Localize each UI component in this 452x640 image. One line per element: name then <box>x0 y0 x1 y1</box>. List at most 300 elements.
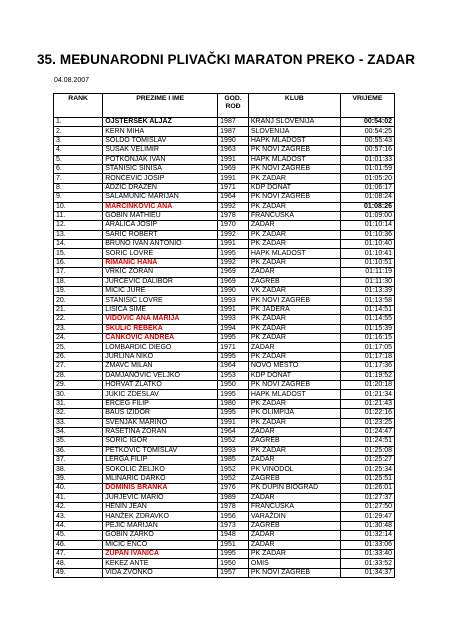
cell-name: ŽMAVC MILAN <box>103 362 218 371</box>
cell-club: PK ZADAR <box>248 315 340 324</box>
cell-year: 1991 <box>218 240 249 249</box>
header-time: VRIJEME <box>340 94 394 118</box>
table-row <box>54 268 395 277</box>
cell-year: 1980 <box>218 399 249 408</box>
cell-year: 1990 <box>218 287 249 296</box>
cell-year: 1971 <box>218 183 249 192</box>
cell-name: JUKIĆ ZDESLAV <box>103 390 218 399</box>
cell-year: 1952 <box>218 474 249 483</box>
table-row <box>54 474 395 483</box>
cell-club: PK ZADAR <box>248 230 340 239</box>
cell-year: 1992 <box>218 258 249 267</box>
cell-name: KERN MIHA <box>103 127 218 136</box>
cell-name: DAMJANOVIĆ VELJKO <box>103 371 218 380</box>
cell-rank: 42. <box>54 503 103 512</box>
cell-club: PK DUPIN BIOGRAD <box>248 484 340 493</box>
cell-year: 1964 <box>218 427 249 436</box>
cell-rank: 23. <box>54 324 103 333</box>
table-row <box>54 127 395 136</box>
cell-time: 00:55:43 <box>340 136 394 145</box>
cell-name: HENIN JEAN <box>103 503 218 512</box>
cell-year: 1950 <box>218 559 249 568</box>
cell-club: ZAGREB <box>248 474 340 483</box>
cell-name: BRUNO IVAN ANTONIO <box>103 240 218 249</box>
cell-name: VIDOVIĆ ANA MARIJA <box>103 315 218 324</box>
cell-club: PK JADERA <box>248 305 340 314</box>
table-row <box>54 146 395 155</box>
cell-name: RAŠETINA ZORAN <box>103 427 218 436</box>
cell-time: 01:11:19 <box>340 268 394 277</box>
cell-name: ADŽIĆ DRAŽEN <box>103 183 218 192</box>
header-name: PREZIME I IME <box>103 94 218 118</box>
table-row <box>54 287 395 296</box>
cell-club: PK NOVI ZAGREB <box>248 568 340 577</box>
cell-name: SORIĆ IGOR <box>103 437 218 446</box>
cell-rank: 36. <box>54 446 103 455</box>
cell-time: 01:19:52 <box>340 371 394 380</box>
cell-club: HAPK MLADOST <box>248 155 340 164</box>
cell-name: ŠVENJAK MARINO <box>103 418 218 427</box>
cell-time: 00:54:25 <box>340 127 394 136</box>
cell-club: PK ZADAR <box>248 352 340 361</box>
cell-name: PEJIĆ MARIJAN <box>103 521 218 530</box>
cell-time: 00:57:16 <box>340 146 394 155</box>
table-row <box>54 193 395 202</box>
cell-time: 01:32:14 <box>340 531 394 540</box>
cell-name: ERCEG FILIP <box>103 399 218 408</box>
table-row <box>54 164 395 173</box>
cell-year: 1978 <box>218 211 249 220</box>
cell-time: 01:01:59 <box>340 164 394 173</box>
cell-club: PK ZADAR <box>248 549 340 558</box>
cell-name: LISICA ŠIME <box>103 305 218 314</box>
page-title: 35. MEĐUNARODNI PLIVAČKI MARATON PREKO - ZADAR <box>36 52 416 67</box>
cell-year: 1950 <box>218 380 249 389</box>
cell-name: GOBIN MATHIEU <box>103 211 218 220</box>
cell-rank: 45. <box>54 531 103 540</box>
cell-name: RONČEVIĆ JOSIP <box>103 174 218 183</box>
cell-name: MIČIĆ ENCO <box>103 540 218 549</box>
table-row <box>54 324 395 333</box>
cell-year: 1973 <box>218 521 249 530</box>
cell-year: 1969 <box>218 277 249 286</box>
cell-time: 01:08:24 <box>340 193 394 202</box>
table-row <box>54 418 395 427</box>
table-row <box>54 118 395 127</box>
cell-year: 1993 <box>218 296 249 305</box>
cell-rank: 30. <box>54 390 103 399</box>
cell-rank: 28. <box>54 371 103 380</box>
cell-rank: 12. <box>54 221 103 230</box>
table-row <box>54 305 395 314</box>
cell-time: 01:16:15 <box>340 333 394 342</box>
cell-time: 01:17:36 <box>340 362 394 371</box>
cell-rank: 13. <box>54 230 103 239</box>
cell-rank: 3. <box>54 136 103 145</box>
cell-time: 01:25:34 <box>340 465 394 474</box>
cell-year: 1948 <box>218 531 249 540</box>
cell-year: 1992 <box>218 230 249 239</box>
cell-rank: 16. <box>54 258 103 267</box>
cell-time: 01:06:17 <box>340 183 394 192</box>
table-row <box>54 521 395 530</box>
cell-rank: 2. <box>54 127 103 136</box>
cell-rank: 11. <box>54 211 103 220</box>
cell-name: LOMBARDIĆ DIEGO <box>103 343 218 352</box>
cell-club: ZAGREB <box>248 277 340 286</box>
table-row <box>54 399 395 408</box>
cell-time: 01:25:51 <box>340 474 394 483</box>
cell-club: VARAŽDIN <box>248 512 340 521</box>
cell-club: PK ZADAR <box>248 446 340 455</box>
table-row <box>54 484 395 493</box>
cell-club: PK ZADAR <box>248 174 340 183</box>
cell-time: 01:15:39 <box>340 324 394 333</box>
cell-rank: 40. <box>54 484 103 493</box>
table-row <box>54 559 395 568</box>
cell-time: 01:25:08 <box>340 446 394 455</box>
cell-club: HAPK MLADOST <box>248 390 340 399</box>
cell-time: 01:24:47 <box>340 427 394 436</box>
table-row <box>54 371 395 380</box>
cell-time: 01:11:30 <box>340 277 394 286</box>
cell-time: 01:25:27 <box>340 456 394 465</box>
cell-year: 1952 <box>218 437 249 446</box>
cell-rank: 22. <box>54 315 103 324</box>
cell-time: 01:33:06 <box>340 540 394 549</box>
cell-rank: 4. <box>54 146 103 155</box>
cell-club: HAPK MLADOST <box>248 136 340 145</box>
cell-rank: 17. <box>54 268 103 277</box>
cell-club: FRANCUSKA <box>248 503 340 512</box>
cell-club: ZAGREB <box>248 521 340 530</box>
cell-name: POTKONJAK IVAN <box>103 155 218 164</box>
cell-year: 1991 <box>218 155 249 164</box>
cell-rank: 48. <box>54 559 103 568</box>
cell-year: 1991 <box>218 418 249 427</box>
cell-name: OJSTERŠEK ALJAŽ <box>103 118 218 127</box>
cell-name: ŠUŠAK VELIMIR <box>103 146 218 155</box>
table-row <box>54 230 395 239</box>
cell-rank: 41. <box>54 493 103 502</box>
cell-rank: 29. <box>54 380 103 389</box>
table-row <box>54 493 395 502</box>
cell-time: 01:26:01 <box>340 484 394 493</box>
cell-name: JURČEVIĆ DALIBOR <box>103 277 218 286</box>
cell-year: 1991 <box>218 305 249 314</box>
cell-year: 1964 <box>218 362 249 371</box>
table-row <box>54 240 395 249</box>
cell-rank: 18. <box>54 277 103 286</box>
table-row <box>54 540 395 549</box>
cell-year: 1970 <box>218 221 249 230</box>
table-row <box>54 202 395 211</box>
cell-time: 01:33:40 <box>340 549 394 558</box>
cell-name: MLINARIĆ DARKO <box>103 474 218 483</box>
cell-rank: 14. <box>54 240 103 249</box>
cell-year: 1969 <box>218 268 249 277</box>
cell-time: 01:20:18 <box>340 380 394 389</box>
cell-rank: 27. <box>54 362 103 371</box>
cell-year: 1993 <box>218 315 249 324</box>
cell-name: STANIŠIĆ LOVRE <box>103 296 218 305</box>
cell-time: 01:05:20 <box>340 174 394 183</box>
cell-club: KRANJ SLOVENIJA <box>248 118 340 127</box>
cell-club: FRANCUSKA <box>248 211 340 220</box>
table-row <box>54 568 395 577</box>
cell-club: KDP DONAT <box>248 183 340 192</box>
table-row <box>54 503 395 512</box>
cell-time: 01:13:58 <box>340 296 394 305</box>
cell-club: ZADAR <box>248 540 340 549</box>
table-row <box>54 446 395 455</box>
cell-rank: 19. <box>54 287 103 296</box>
cell-year: 1952 <box>218 465 249 474</box>
cell-rank: 43. <box>54 512 103 521</box>
cell-year: 1971 <box>218 343 249 352</box>
cell-year: 1976 <box>218 484 249 493</box>
cell-club: ZADAR <box>248 456 340 465</box>
cell-year: 1995 <box>218 390 249 399</box>
cell-time: 01:34:37 <box>340 568 394 577</box>
table-row <box>54 333 395 342</box>
cell-year: 1969 <box>218 164 249 173</box>
cell-name: VRKIĆ ZORAN <box>103 268 218 277</box>
cell-rank: 44. <box>54 521 103 530</box>
cell-time: 01:33:52 <box>340 559 394 568</box>
cell-name: ARALICA JOSIP <box>103 221 218 230</box>
table-row <box>54 343 395 352</box>
header-year: GOD. ROĐ <box>218 94 249 118</box>
cell-year: 1995 <box>218 249 249 258</box>
cell-year: 1956 <box>218 512 249 521</box>
cell-club: PK ZADAR <box>248 240 340 249</box>
cell-club: KDP DONAT <box>248 371 340 380</box>
table-row <box>54 409 395 418</box>
cell-time: 01:30:48 <box>340 521 394 530</box>
cell-year: 1953 <box>218 371 249 380</box>
cell-rank: 20. <box>54 296 103 305</box>
table-row <box>54 390 395 399</box>
results-body <box>54 118 395 578</box>
cell-club: PK ZADAR <box>248 258 340 267</box>
cell-year: 1994 <box>218 324 249 333</box>
header-rank: RANK <box>54 94 103 118</box>
cell-year: 1987 <box>218 118 249 127</box>
table-row <box>54 456 395 465</box>
cell-club: PK ZADAR <box>248 202 340 211</box>
cell-year: 1964 <box>218 193 249 202</box>
cell-year: 1989 <box>218 493 249 502</box>
cell-time: 00:54:02 <box>340 118 394 127</box>
cell-name: ŠOLDO TOMISLAV <box>103 136 218 145</box>
table-row <box>54 512 395 521</box>
cell-time: 01:10:36 <box>340 230 394 239</box>
cell-rank: 39. <box>54 474 103 483</box>
cell-club: PK NOVI ZAGREB <box>248 193 340 202</box>
cell-time: 01:13:39 <box>340 287 394 296</box>
cell-time: 01:21:43 <box>340 399 394 408</box>
cell-club: ZADAR <box>248 268 340 277</box>
table-row <box>54 315 395 324</box>
cell-club: PK ZADAR <box>248 399 340 408</box>
cell-club: ZADAR <box>248 221 340 230</box>
cell-club: PK ZADAR <box>248 418 340 427</box>
cell-year: 1987 <box>218 127 249 136</box>
cell-name: JURJEVIĆ MARIO <box>103 493 218 502</box>
cell-rank: 33. <box>54 418 103 427</box>
cell-time: 01:10:51 <box>340 258 394 267</box>
cell-name: SORIĆ LOVRE <box>103 249 218 258</box>
cell-club: ZADAR <box>248 343 340 352</box>
cell-rank: 9. <box>54 193 103 202</box>
cell-time: 01:01:33 <box>340 155 394 164</box>
cell-time: 01:10:14 <box>340 221 394 230</box>
cell-time: 01:23:25 <box>340 418 394 427</box>
cell-rank: 35. <box>54 437 103 446</box>
cell-year: 1995 <box>218 352 249 361</box>
cell-rank: 15. <box>54 249 103 258</box>
cell-name: PETKOVIĆ TOMISLAV <box>103 446 218 455</box>
cell-rank: 5. <box>54 155 103 164</box>
cell-time: 01:10:41 <box>340 249 394 258</box>
cell-name: HANŽEK ZDRAVKO <box>103 512 218 521</box>
cell-club: NOVO MESTO <box>248 362 340 371</box>
cell-club: PK ZADAR <box>248 333 340 342</box>
cell-time: 01:14:51 <box>340 305 394 314</box>
cell-club: ZADAR <box>248 427 340 436</box>
table-row <box>54 155 395 164</box>
cell-time: 01:08:26 <box>340 202 394 211</box>
cell-name: ČANKOVIĆ ANDREA <box>103 333 218 342</box>
cell-time: 01:10:40 <box>340 240 394 249</box>
cell-rank: 7. <box>54 174 103 183</box>
table-row <box>54 174 395 183</box>
event-date: 04.08.2007 <box>54 77 90 84</box>
table-header-row <box>54 94 395 118</box>
cell-name: ŠARIĆ ROBERT <box>103 230 218 239</box>
cell-rank: 10. <box>54 202 103 211</box>
table-row <box>54 183 395 192</box>
cell-year: 1993 <box>218 446 249 455</box>
results-table <box>53 93 395 578</box>
header-club: KLUB <box>248 94 340 118</box>
cell-name: DOMINIS BRANKA <box>103 484 218 493</box>
cell-rank: 24. <box>54 333 103 342</box>
cell-year: 1990 <box>218 136 249 145</box>
cell-club: PK NOVI ZAGREB <box>248 296 340 305</box>
cell-name: HORVAT ZLATKO <box>103 380 218 389</box>
cell-rank: 26. <box>54 352 103 361</box>
cell-rank: 6. <box>54 164 103 173</box>
cell-rank: 1. <box>54 118 103 127</box>
table-row <box>54 380 395 389</box>
cell-year: 1995 <box>218 549 249 558</box>
cell-name: LERGA FILIP <box>103 456 218 465</box>
table-row <box>54 221 395 230</box>
cell-club: PK OLIMPIJA <box>248 409 340 418</box>
cell-rank: 49. <box>54 568 103 577</box>
table-row <box>54 549 395 558</box>
cell-time: 01:29:47 <box>340 512 394 521</box>
cell-time: 01:21:34 <box>340 390 394 399</box>
cell-year: 1963 <box>218 146 249 155</box>
cell-year: 1995 <box>218 333 249 342</box>
cell-rank: 32. <box>54 409 103 418</box>
cell-name: KEKEZ ANTE <box>103 559 218 568</box>
table-row <box>54 136 395 145</box>
table-row <box>54 258 395 267</box>
cell-rank: 25. <box>54 343 103 352</box>
cell-name: JURLINA NIKO <box>103 352 218 361</box>
cell-name: BAUS IZIDOR <box>103 409 218 418</box>
cell-rank: 34. <box>54 427 103 436</box>
cell-club: PK VINODOL <box>248 465 340 474</box>
cell-club: PK NOVI ZAGREB <box>248 164 340 173</box>
cell-club: ZADAR <box>248 531 340 540</box>
cell-club: ZADAR <box>248 493 340 502</box>
cell-name: SOKOLIĆ ŽELJKO <box>103 465 218 474</box>
cell-year: 1995 <box>218 409 249 418</box>
cell-club: HAPK MLADOST <box>248 249 340 258</box>
table-row <box>54 427 395 436</box>
cell-time: 01:17:18 <box>340 352 394 361</box>
cell-rank: 46. <box>54 540 103 549</box>
cell-year: 1978 <box>218 503 249 512</box>
cell-time: 01:14:55 <box>340 315 394 324</box>
cell-name: ŽUPAN IVANICA <box>103 549 218 558</box>
cell-year: 1951 <box>218 540 249 549</box>
cell-club: VK ZADAR <box>248 287 340 296</box>
cell-time: 01:24:51 <box>340 437 394 446</box>
table-row <box>54 465 395 474</box>
cell-name: STANIŠIĆ SINIŠA <box>103 164 218 173</box>
cell-year: 1957 <box>218 568 249 577</box>
table-row <box>54 437 395 446</box>
cell-time: 01:17:05 <box>340 343 394 352</box>
cell-club: PK NOVI ZAGREB <box>248 146 340 155</box>
cell-club: PK NOVI ZAGREB <box>248 380 340 389</box>
cell-time: 01:27:50 <box>340 503 394 512</box>
cell-club: OMIŠ <box>248 559 340 568</box>
cell-name: VIDA ZVONKO <box>103 568 218 577</box>
cell-name: MIČIĆ JURE <box>103 287 218 296</box>
cell-rank: 31. <box>54 399 103 408</box>
cell-name: ŠKULIĆ REBEKA <box>103 324 218 333</box>
table-row <box>54 362 395 371</box>
cell-time: 01:27:37 <box>340 493 394 502</box>
table-row <box>54 352 395 361</box>
table-row <box>54 277 395 286</box>
cell-rank: 47. <box>54 549 103 558</box>
cell-year: 1985 <box>218 456 249 465</box>
cell-time: 01:22:16 <box>340 409 394 418</box>
table-row <box>54 249 395 258</box>
cell-club: PK ZADAR <box>248 324 340 333</box>
cell-rank: 21. <box>54 305 103 314</box>
table-row <box>54 296 395 305</box>
cell-name: MARČINKOVIĆ ANA <box>103 202 218 211</box>
cell-year: 1991 <box>218 174 249 183</box>
cell-year: 1992 <box>218 202 249 211</box>
table-row <box>54 211 395 220</box>
cell-name: GOBIN ŽARKO <box>103 531 218 540</box>
table-row <box>54 531 395 540</box>
cell-name: SALAMUNIĆ MARIJAN <box>103 193 218 202</box>
cell-time: 01:09:00 <box>340 211 394 220</box>
cell-club: ZAGREB <box>248 437 340 446</box>
cell-rank: 8. <box>54 183 103 192</box>
